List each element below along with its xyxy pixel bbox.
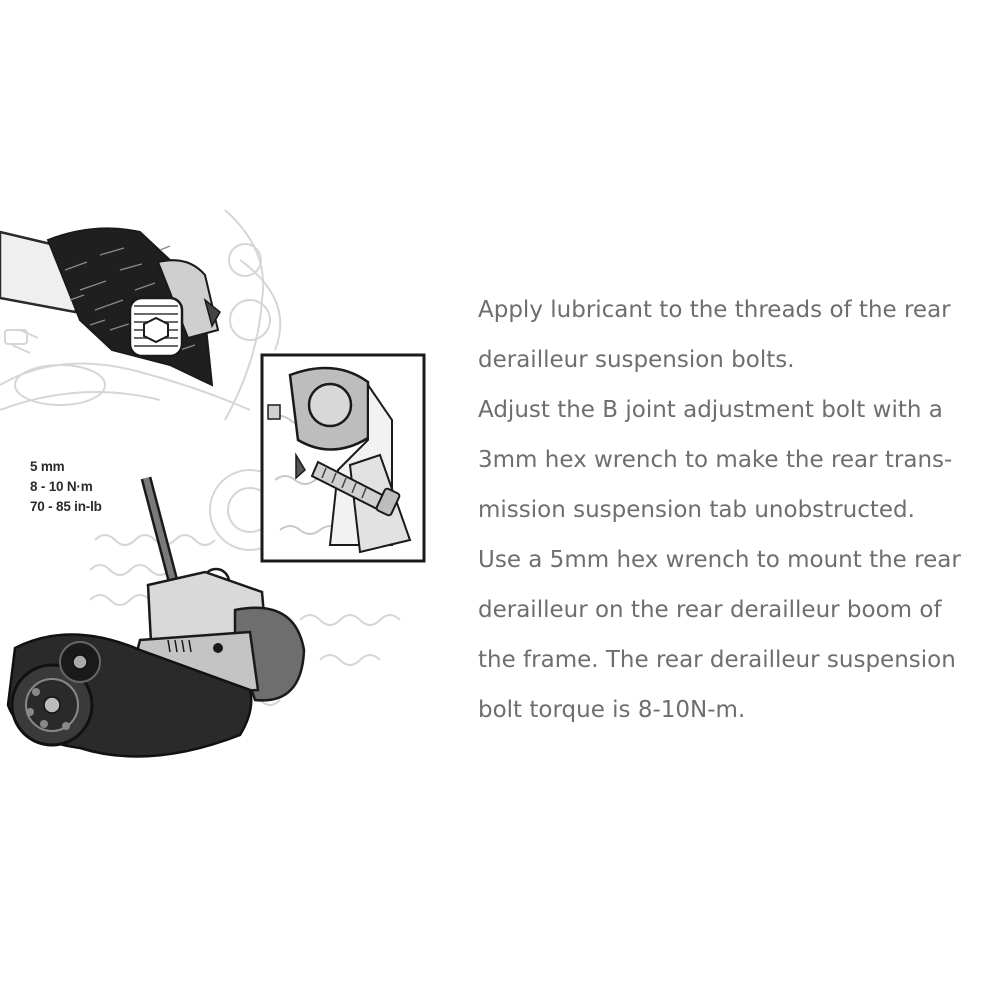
instruction-line: the frame. The rear derailleur suspension xyxy=(478,647,956,673)
detail-inset xyxy=(262,355,424,561)
installation-instructions xyxy=(478,285,993,735)
instruction-line: derailleur on the rear derailleur boom of xyxy=(478,597,942,623)
torque-spec-labels xyxy=(30,457,102,517)
derailleur-illustration xyxy=(0,0,470,1001)
instruction-line: bolt torque is 8-10N-m. xyxy=(478,697,746,723)
torque-inlb-label: 70 - 85 in-lb xyxy=(30,499,102,514)
instruction-line: 3mm hex wrench to make the rear trans- xyxy=(478,447,953,473)
rear-derailleur xyxy=(8,572,304,756)
instruction-line: Apply lubricant to the threads of the rear xyxy=(478,297,951,323)
torque-nm-label: 8 - 10 N·m xyxy=(30,479,93,494)
instruction-line: derailleur suspension bolts. xyxy=(478,347,795,373)
hex-size-label: 5 mm xyxy=(30,459,65,474)
instruction-line: Use a 5mm hex wrench to mount the rear xyxy=(478,547,961,573)
instruction-line: mission suspension tab unobstructed. xyxy=(478,497,915,523)
instruction-line: Adjust the B joint adjustment bolt with a xyxy=(478,397,943,423)
gloved-hand xyxy=(0,228,220,385)
